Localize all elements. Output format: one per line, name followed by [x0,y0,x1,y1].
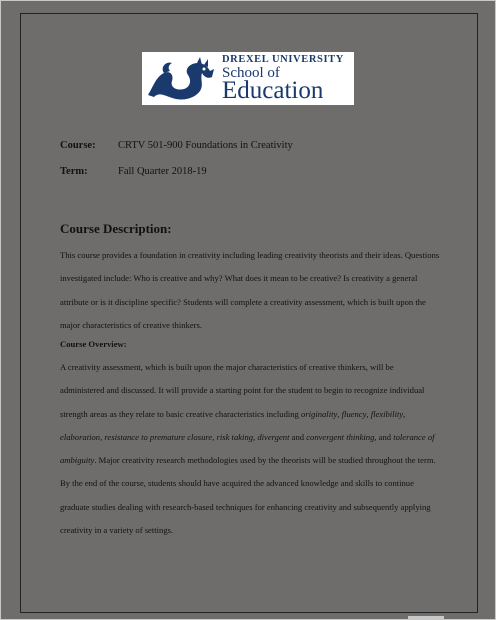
overview-separator: and [289,431,307,442]
course-description-text: This course provides a foundation in creativity including leading creativity theorists and their ideas. Questions investigated include: Who is creative and why? What does it mean to be creative? Is creativity a general attribute or is it discipline specific? Students will complete a creativity assessment, which is built upon the major characteristics of creative thinkers. [60,250,440,330]
horizontal-scrollbar[interactable] [408,616,444,620]
overview-separator: , [212,431,217,442]
term-value: Fall Quarter 2018-19 [118,166,207,177]
course-overview-text [60,356,440,542]
term-label: Term: [60,166,88,177]
overview-term: resistance to premature closure [104,431,213,442]
overview-term: divergent [257,431,290,442]
overview-separator: , [366,408,371,419]
logo-school-text: School of [222,65,280,81]
overview-separator: , and [374,431,394,442]
course-value: CRTV 501-900 Foundations in Creativity [118,140,293,151]
logo-department-text: Education [222,77,324,104]
course-description-heading: Course Description: [60,221,172,236]
overview-term: tolerance of ambiguity [60,431,435,466]
course-overview-heading: Course Overview: [60,339,127,349]
overview-term: risk taking [216,431,254,442]
overview-term: flexibility [370,408,404,419]
logo-university-text: DREXEL UNIVERSITY [222,54,344,65]
overview-separator: , [100,431,105,442]
overview-separator: , [403,408,406,419]
dragon-icon [144,55,216,103]
overview-term: convergent thinking [306,431,375,442]
overview-text-part: A creativity assessment, which is built upon the major characteristics of creative thinkers, will be administered and discussed. It will provide a starting point for the student to begin to recognize individual strength areas as they relate to basic creative characteristics including [60,362,425,419]
overview-separator: , [337,408,342,419]
overview-term: originality [301,408,338,419]
overview-term: elaboration [60,431,101,442]
overview-term: fluency [341,408,367,419]
drexel-education-logo [142,52,354,105]
overview-text-part: . Major creativity research methodologies used by the theorists will be studied throughout the term. By the end of the course, students should have acquired the advanced knowledge and skills to continue graduate studies dealing with research-based techniques for enhancing creativity and subsequently applying creativity in a variety of settings. [60,455,436,536]
overview-separator: , [253,431,258,442]
course-label: Course: [60,140,96,151]
